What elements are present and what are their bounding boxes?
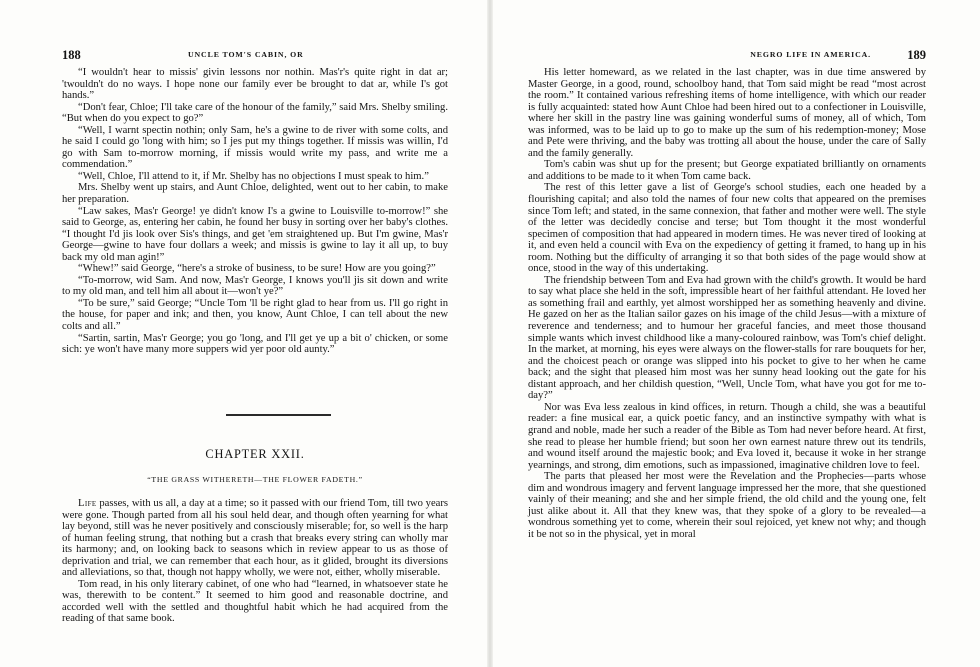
paragraph: “Law sakes, Mas'r George! ye didn't know I's a gwine to Louisville to-morrow!” she said to George, as, entering her cabin, he found her busy in sorting over her baby's clothes. “I thought I'd jis look over Sis's things, and get 'em straightened up. But I'm gwine, Mas'r George—gwine to have four dollars a week; and missis is gwine to lay it all up, to buy back my old man agin!” <box>62 205 448 263</box>
paragraph-rest: passes, with us all, a day at a time; so it passed with our friend Tom, till two years were gone. Though parted from all his soul held dear, and though often yearning for what lay beyond, still was he never positively and consciously miserable; for, so well is the harp of human feeling strung, that nothing but a crash that breaks every string can wholly mar its harmony; and, on looking back to seasons which in review appear to us as those of deprivation and trial, we can remember that each hour, as it glided, brought its diversions and alleviations, so that, though not happy wholly, we were not, either, wholly miserable. <box>62 498 448 579</box>
page-number: 188 <box>62 48 81 62</box>
paragraph: Tom read, in his only literary cabinet, of one who had “learned, in whatsoever state he was, therewith to be content.” It seemed to him good and reasonable doctrine, and accorded well with the settled and thoughtful habit which he had acquired from the reading of that same book. <box>62 578 448 625</box>
paragraph: “Don't fear, Chloe; I'll take care of the honour of the family,” said Mrs. Shelby smiling. “But when do you expect to go?” <box>62 101 448 125</box>
page-number: 189 <box>907 48 926 62</box>
chapter-end-text <box>62 67 448 356</box>
paragraph: Nor was Eva less zealous in kind offices, in return. Though a child, she was a beautiful reader: a fine musical ear, a quick poetic fancy, and an instinctive sympathy with what is grand and noble, made her such a reader of the Bible as Tom had never before heard. At first, she read to please her humble friend; but soon her own earnest nature threw out its tendrils, and wound itself around the majestic book; and Eva loved it, because it woke in her strange yearnings, and strong, dim emotions, such as impassioned, imaginative children love to feel. <box>528 401 926 471</box>
paragraph: His letter homeward, as we related in the last chapter, was in due time answered by Master George, in a good, round, schoolboy hand, that Tom said might be read “most acrost the room.” It contained various refreshing items of home intelligence, with which our reader is fully acquainted: stated how Aunt Chloe had been hired out to a confectioner in Louisville, where her skill in the pastry line was gaining wonderful sums of money, all of which, Tom was informed, was to be laid up to go to make up the sum of his redemption-money; Mose and Pete were thriving, and the baby was trotting all about the house, under the care of Sally and the family generally. <box>528 67 926 159</box>
right-page <box>492 0 980 667</box>
chapter-heading: CHAPTER XXII. <box>205 447 305 461</box>
paragraph: Mrs. Shelby went up stairs, and Aunt Chloe, delighted, went out to her cabin, to make her preparation. <box>62 182 448 206</box>
paragraph: The rest of this letter gave a list of George's school studies, each one headed by a flourishing capital; and also told the names of four new colts that appeared on the premises since Tom left; and stated, in the same connexion, that father and mother were well. The style of the letter was decidedly concise and terse; but Tom thought it the most wonderful specimen of composition that had appeared in modern times. He was never tired of looking at it, and even held a council with Eva on the expediency of getting it framed, to hang up in his room. Nothing but the difficulty of arranging it so that both sides of the page would show at once, stood in the way of this undertaking. <box>528 182 926 275</box>
section-divider <box>226 414 331 416</box>
running-head: UNCLE TOM'S CABIN, OR <box>188 50 304 59</box>
paragraph: “Sartin, sartin, Mas'r George; you go 'long, and I'll get ye up a bit o' chicken, or some sich: ye won't have many more suppers wid yer poor old aunty.” <box>62 332 448 356</box>
paragraph: “I wouldn't hear to missis' givin lessons nor nothin. Mas'r's quite right in dat ar; 'twouldn't do no ways. I hope none our family ever be brought to dat ar, while I's got hands.” <box>62 67 448 102</box>
paragraph: “To-morrow, wid Sam. And now, Mas'r George, I knows you'll jis sit down and write to my old man, and tell him all about it—won't ye?” <box>62 274 448 298</box>
paragraph: “Well, I warnt spectin nothin; only Sam, he's a gwine to de river with some colts, and he said I could go 'long with him; so I jes put my things together. If missis was willin, I'd go with Sam to-morrow morning, if missis would write my pass, and write me a commendation.” <box>62 124 448 171</box>
paragraph: The parts that pleased her most were the Revelation and the Prophecies—parts whose dim and wondrous imagery and fervent language impressed her the more, that she questioned vainly of their meaning; and she and her simple friend, the old child and the young one, felt just alike about it. All that they knew was, that they spoke of a glory to be revealed—a wondrous something yet to come, wherein their soul rejoiced, yet knew not why; and though it be not so in the physical, yet in moral <box>528 471 926 540</box>
left-page <box>0 0 488 667</box>
chapter-epigraph: “THE GRASS WITHERETH—THE FLOWER FADETH.” <box>147 475 363 484</box>
paragraph: Tom's cabin was shut up for the present; but George expatiated brilliantly on ornaments and additions to be made to it when Tom came back. <box>528 159 926 182</box>
page-body-text <box>528 67 926 540</box>
paragraph: The friendship between Tom and Eva had grown with the child's growth. It would be hard to say what place she held in the soft, impressible heart of her faithful attendant. He loved her as something frail and earthly, yet almost worshipped her as something heavenly and divine. He gazed on her as the Italian sailor gazes on his image of the child Jesus—with a mixture of reverence and tenderness; and to humour her graceful fancies, and meet those thousand simple wants which invest childhood like a many-coloured rainbow, was Tom's chief delight. In the market, at morning, his eyes were always on the flower-stalls for rare bouquets for her, and the choicest peach or orange was slipped into his pocket to give to her when he came back; and the sight that pleased him most was her sunny head looking out the gate for his distant approach, and her childish question, “Well, Uncle Tom, what have you got for me to-day?” <box>528 274 926 402</box>
chapter-opening-text <box>62 498 448 625</box>
chapter-first-word: Life <box>78 498 97 509</box>
paragraph <box>62 498 448 579</box>
running-head: NEGRO LIFE IN AMERICA. <box>750 50 871 59</box>
paragraph: “Whew!” said George, “here's a stroke of business, to be sure! How are you going?” <box>78 263 436 275</box>
paragraph: “Well, Chloe, I'll attend to it, if Mr. Shelby has no objections I must speak to him.” <box>78 170 429 182</box>
paragraph: “To be sure,” said George; “Uncle Tom 'll be right glad to hear from us. I'll go right in the house, for paper and ink; and then, you know, Aunt Chloe, I can tell about the new colts and all.” <box>62 297 448 333</box>
